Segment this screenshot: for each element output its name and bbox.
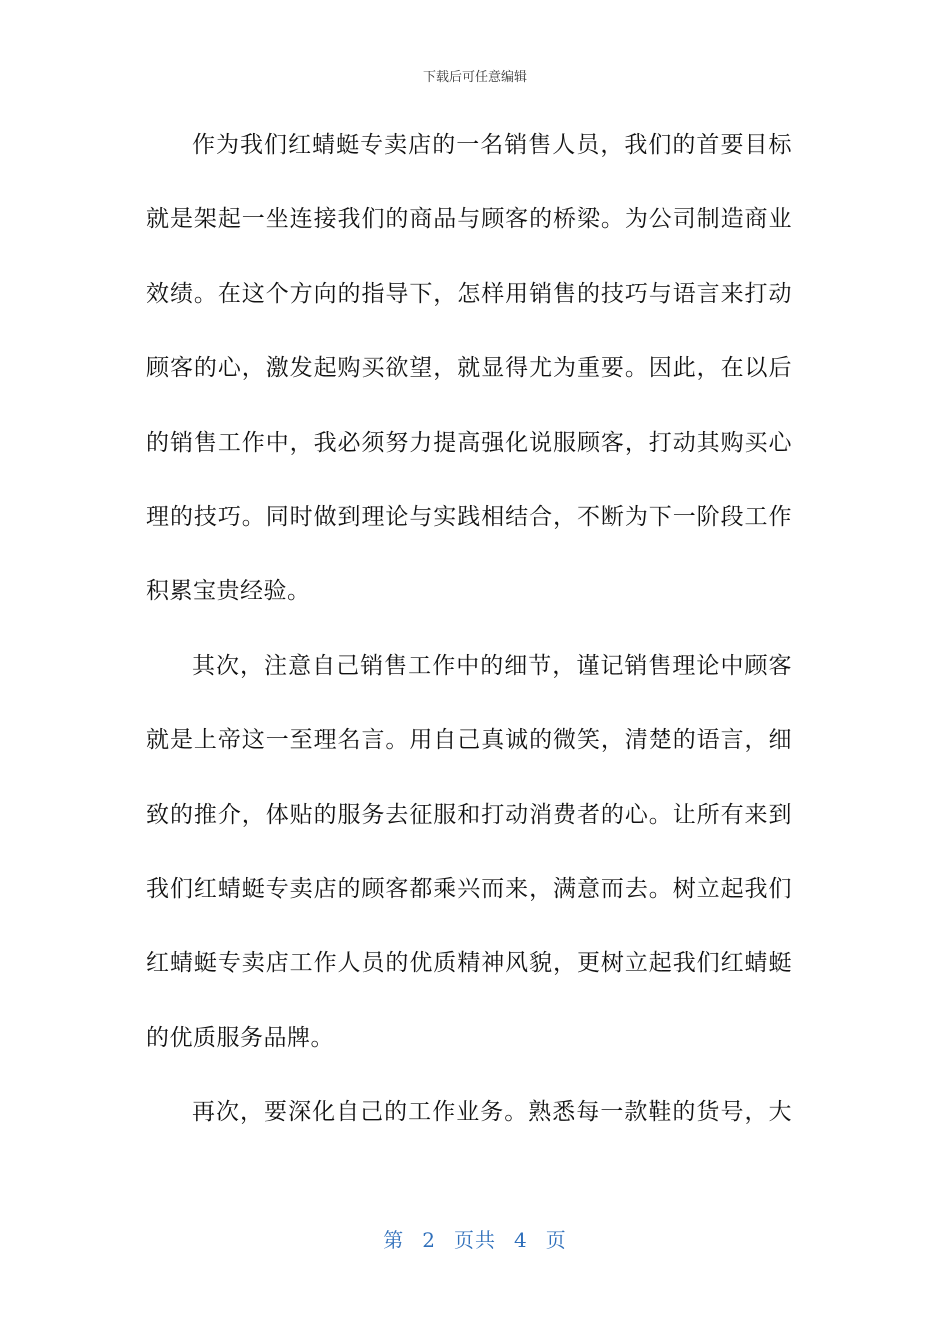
text-line: 作为我们红蜻蜓专卖店的一名销售人员，我们的首要目标: [192, 132, 792, 158]
page-header: 下载后可任意编辑: [422, 70, 527, 85]
text-line: 致的推介，体贴的服务去征服和打动消费者的心。让所有来到: [146, 801, 792, 828]
text-line: 其次，注意自己销售工作中的细节，谨记销售理论中顾客: [192, 652, 792, 679]
footer-middle: 页共: [454, 1228, 496, 1252]
footer-prefix: 第: [383, 1228, 405, 1252]
document-body: [146, 120, 792, 1161]
text-line: 就是上帝这一至理名言。用自己真诚的微笑，清楚的语言，细: [146, 727, 792, 754]
paragraph-3: [146, 1087, 792, 1161]
text-line: 就是架起一坐连接我们的商品与顾客的桥梁。为公司制造商业: [146, 206, 792, 233]
total-pages-number: 4: [514, 1228, 528, 1252]
text-line: 积累宝贵经验。: [146, 578, 311, 605]
paragraph-2: [146, 641, 792, 1087]
current-page-number: 2: [422, 1228, 436, 1252]
footer-suffix: 页: [545, 1228, 567, 1252]
text-line: 效绩。在这个方向的指导下，怎样用销售的技巧与语言来打动: [146, 280, 792, 307]
text-line: 红蜻蜓专卖店工作人员的优质精神风貌，更树立起我们红蜻蜓: [146, 950, 792, 977]
text-line: 的销售工作中，我必须努力提高强化说服顾客，打动其购买心: [146, 429, 792, 456]
text-line: 再次，要深化自己的工作业务。熟悉每一款鞋的货号，大: [192, 1099, 792, 1126]
text-line: 理的技巧。同时做到理论与实践相结合，不断为下一阶段工作: [146, 503, 792, 530]
text-line: 我们红蜻蜓专卖店的顾客都乘兴而来，满意而去。树立起我们: [146, 875, 792, 902]
text-line: 顾客的心，激发起购买欲望，就显得尤为重要。因此，在以后: [146, 355, 792, 382]
text-line: 的优质服务品牌。: [146, 1024, 334, 1051]
paragraph-1: [146, 120, 792, 641]
page-footer: [0, 1224, 950, 1253]
